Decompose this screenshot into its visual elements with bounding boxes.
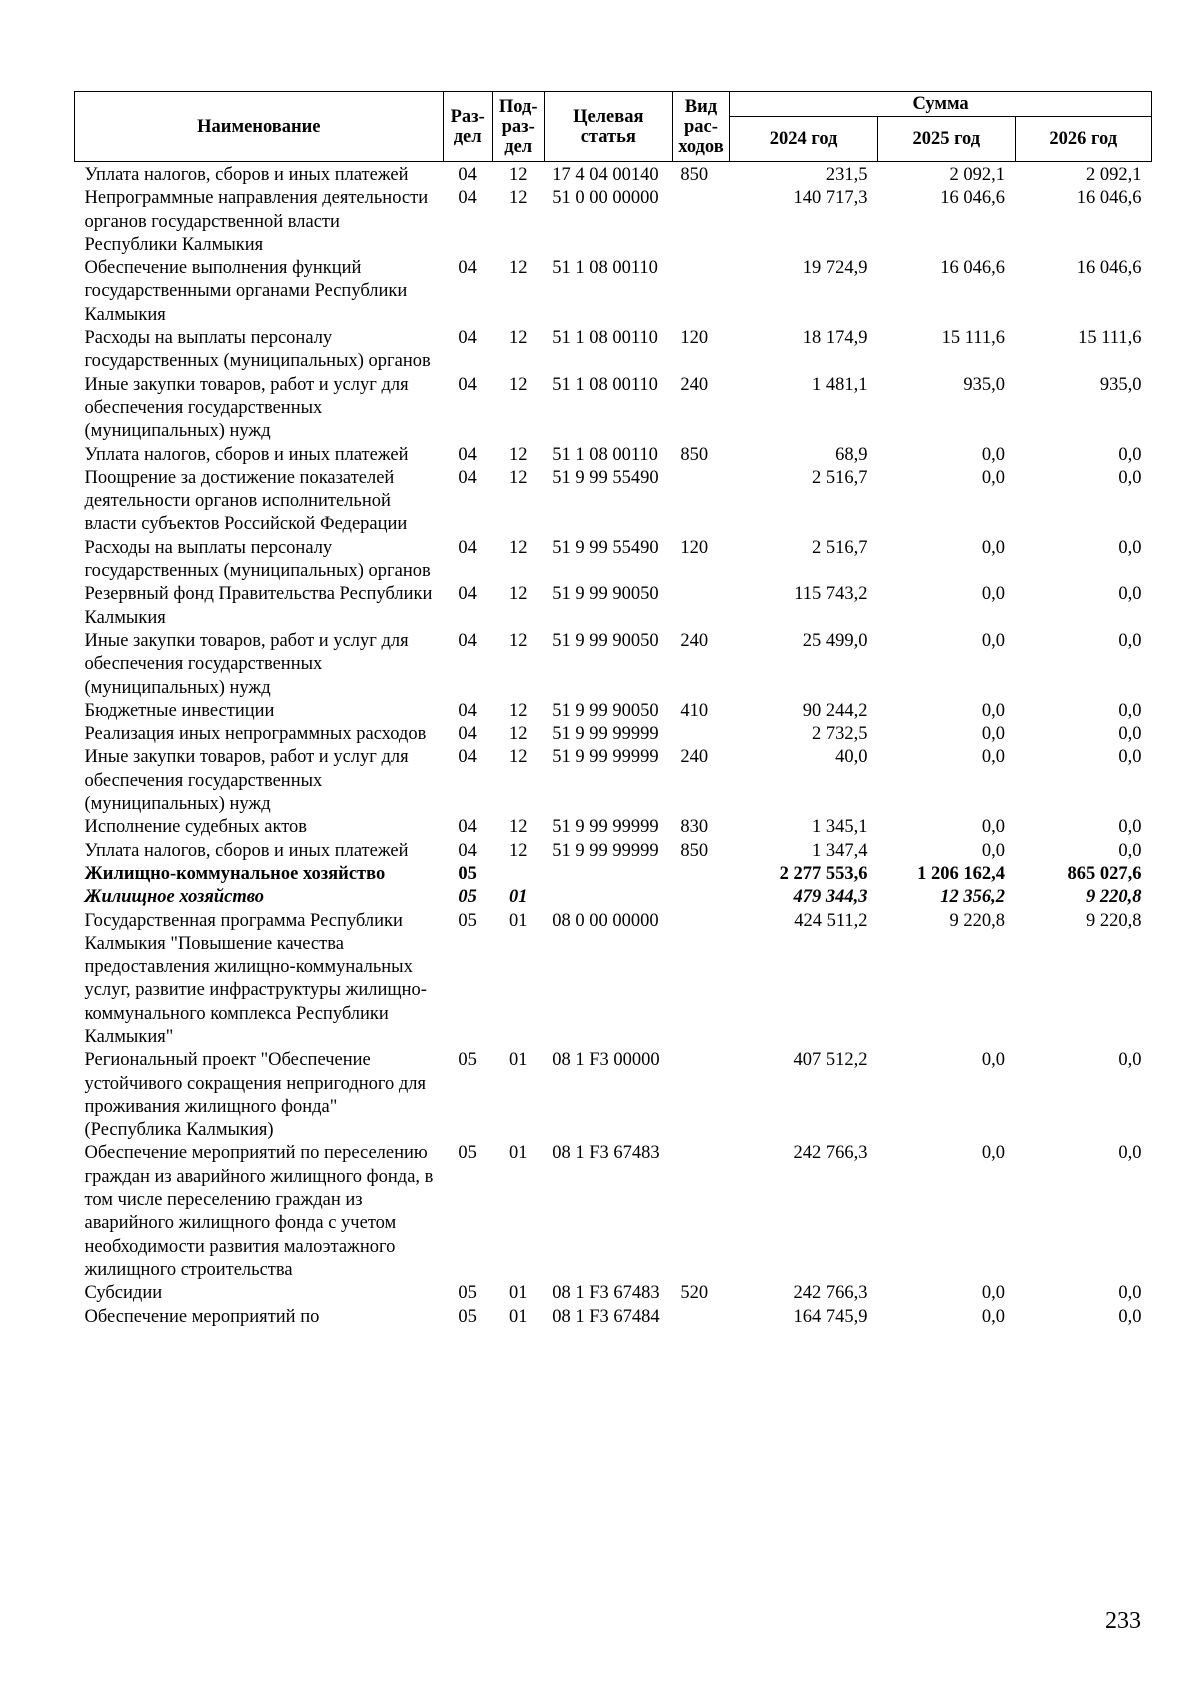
row-2026: 0,0 xyxy=(1118,1306,1142,1327)
row-name: Обеспечение мероприятий по переселению граждан из аварийного жилищного фонда, в том числе переселению граждан из аварийного жилищного фонда с учетом необходимости развития малоэтажного жилищного строительства xyxy=(84,1143,434,1280)
table-row xyxy=(75,257,1152,327)
col-header-2025: 2025 год xyxy=(878,117,1015,162)
row-vid: 850 xyxy=(680,165,709,185)
row-2025: 0,0 xyxy=(981,700,1005,721)
table-header xyxy=(75,92,1152,162)
row-2024: 407 512,2 xyxy=(793,1050,868,1071)
row-2026: 9 220,8 xyxy=(1086,910,1142,931)
table-row xyxy=(75,1049,1152,1142)
row-vid xyxy=(672,723,729,746)
row-2025: 0,0 xyxy=(981,630,1005,651)
col-header-podrazdel: Под- раз- дел xyxy=(492,92,544,162)
row-2024: 115 743,2 xyxy=(794,584,868,605)
row-vid xyxy=(672,1142,729,1282)
row-vid: 410 xyxy=(680,700,709,721)
row-podrazdel xyxy=(492,863,544,886)
row-2025: 16 046,6 xyxy=(940,188,1005,209)
table-row xyxy=(75,444,1152,467)
row-vid xyxy=(672,257,729,327)
row-2024: 90 244,2 xyxy=(802,700,868,721)
row-name: Реализация иных непрограммных расходов xyxy=(84,724,427,745)
row-name: Жилищное хозяйство xyxy=(84,887,265,908)
row-celevaya: 08 1 F3 00000 xyxy=(552,1050,660,1071)
row-podrazdel: 12 xyxy=(508,374,528,395)
row-2025: 0,0 xyxy=(981,817,1005,838)
row-podrazdel: 12 xyxy=(508,724,528,745)
row-vid xyxy=(672,1306,729,1329)
row-razdel: 05 xyxy=(458,910,477,931)
row-name: Субсидии xyxy=(84,1283,163,1304)
budget-page xyxy=(74,91,1152,1329)
row-2025: 0,0 xyxy=(981,724,1005,745)
row-2025: 0,0 xyxy=(981,467,1005,488)
row-celevaya: 51 1 08 00110 xyxy=(552,374,658,395)
row-vid xyxy=(672,910,729,1050)
row-razdel: 05 xyxy=(458,1283,477,1304)
row-2026: 15 111,6 xyxy=(1078,328,1142,349)
row-podrazdel: 12 xyxy=(508,258,528,279)
row-razdel: 04 xyxy=(458,328,477,349)
row-celevaya: 51 0 00 00000 xyxy=(552,188,659,209)
row-2025: 0,0 xyxy=(981,747,1005,768)
row-celevaya xyxy=(544,886,672,909)
row-podrazdel: 01 xyxy=(508,1306,528,1327)
row-2026: 0,0 xyxy=(1118,1143,1142,1164)
table-row xyxy=(75,863,1152,886)
row-vid: 830 xyxy=(680,817,709,838)
row-vid: 850 xyxy=(680,840,709,861)
row-podrazdel: 12 xyxy=(508,840,528,861)
row-2025: 0,0 xyxy=(981,584,1005,605)
row-podrazdel: 12 xyxy=(508,467,528,488)
row-razdel: 05 xyxy=(458,887,477,908)
row-celevaya: 17 4 04 00140 xyxy=(552,165,659,185)
row-2024: 1 345,1 xyxy=(812,817,868,838)
row-2024: 18 174,9 xyxy=(802,328,868,349)
row-celevaya: 51 9 99 90050 xyxy=(552,584,659,605)
row-razdel: 05 xyxy=(458,1050,477,1071)
row-2024: 68,9 xyxy=(835,444,868,465)
row-name: Обеспечение выполнения функций государственными органами Республики Калмыкия xyxy=(84,258,408,325)
row-podrazdel: 12 xyxy=(508,537,528,558)
row-2026: 0,0 xyxy=(1118,1283,1142,1304)
row-2025: 0,0 xyxy=(981,840,1005,861)
row-2026: 0,0 xyxy=(1118,467,1142,488)
row-celevaya: 51 9 99 99999 xyxy=(552,840,659,861)
row-2025: 0,0 xyxy=(981,1050,1005,1071)
row-2024: 1 347,4 xyxy=(812,840,868,861)
row-2024: 242 766,3 xyxy=(793,1283,868,1304)
row-2024: 1 481,1 xyxy=(812,374,868,395)
row-2025: 0,0 xyxy=(981,444,1005,465)
row-2026: 0,0 xyxy=(1118,817,1142,838)
row-2024: 2 732,5 xyxy=(812,724,868,745)
row-razdel: 04 xyxy=(458,584,477,605)
row-name: Иные закупки товаров, работ и услуг для обеспечения государственных (муниципальных) нужд xyxy=(84,747,409,815)
row-2024: 140 717,3 xyxy=(793,188,868,209)
table-row xyxy=(75,886,1152,909)
row-2025: 1 206 162,4 xyxy=(917,863,1005,884)
row-name: Бюджетные инвестиции xyxy=(84,700,275,721)
row-2024: 479 344,3 xyxy=(793,887,868,908)
row-podrazdel: 01 xyxy=(508,1050,528,1071)
row-celevaya: 51 9 99 55490 xyxy=(552,467,659,488)
row-2025: 0,0 xyxy=(981,537,1005,558)
row-2024: 2 516,7 xyxy=(812,467,868,488)
row-podrazdel: 12 xyxy=(508,328,528,349)
row-podrazdel: 12 xyxy=(508,630,528,651)
row-2024: 2 277 553,6 xyxy=(779,863,868,884)
col-header-celevaya: Целевая статья xyxy=(544,92,672,162)
row-2025: 9 220,8 xyxy=(949,910,1005,931)
table-row xyxy=(75,374,1152,444)
row-name: Расходы на выплаты персоналу государственных (муниципальных) органов xyxy=(84,537,431,582)
row-2025: 12 356,2 xyxy=(940,887,1005,908)
row-celevaya: 51 9 99 90050 xyxy=(552,630,659,651)
row-razdel: 04 xyxy=(458,467,477,488)
row-podrazdel: 01 xyxy=(508,1143,528,1164)
row-razdel: 05 xyxy=(458,1306,477,1327)
col-header-2024: 2024 год xyxy=(730,117,878,162)
row-vid xyxy=(672,187,729,257)
row-name: Жилищно-коммунальное хозяйство xyxy=(84,863,386,884)
row-razdel: 05 xyxy=(458,1143,477,1164)
row-vid: 850 xyxy=(680,444,709,465)
table-row xyxy=(75,187,1152,257)
row-2025: 0,0 xyxy=(981,1143,1005,1164)
row-celevaya xyxy=(544,863,672,886)
row-celevaya: 51 9 99 55490 xyxy=(552,537,659,558)
row-name: Иные закупки товаров, работ и услуг для обеспечения государственных (муниципальных) нужд xyxy=(84,374,409,442)
row-vid xyxy=(672,1049,729,1142)
row-2024: 40,0 xyxy=(835,747,868,768)
row-2026: 0,0 xyxy=(1118,840,1142,861)
budget-table xyxy=(74,91,1152,1329)
row-2026: 935,0 xyxy=(1099,374,1142,395)
row-2025: 0,0 xyxy=(981,1283,1005,1304)
row-name: Непрограммные направления деятельности органов государственной власти Республики Калмыкия xyxy=(84,188,429,255)
row-2026: 865 027,6 xyxy=(1067,863,1142,884)
row-celevaya: 08 1 F3 67483 xyxy=(552,1143,660,1164)
row-2026: 0,0 xyxy=(1118,1050,1142,1071)
col-header-vid: Вид рас- ходов xyxy=(672,92,729,162)
table-row xyxy=(75,583,1152,630)
row-2026: 16 046,6 xyxy=(1076,258,1142,279)
row-razdel: 04 xyxy=(458,188,477,209)
row-podrazdel: 12 xyxy=(508,817,528,838)
row-celevaya: 51 9 99 90050 xyxy=(552,700,659,721)
row-vid xyxy=(672,863,729,886)
row-2025: 15 111,6 xyxy=(941,328,1005,349)
row-razdel: 05 xyxy=(458,863,477,884)
row-name: Иные закупки товаров, работ и услуг для обеспечения государственных (муниципальных) нужд xyxy=(84,630,409,698)
table-row xyxy=(75,327,1152,374)
row-celevaya: 51 1 08 00110 xyxy=(552,258,658,279)
table-row xyxy=(75,537,1152,584)
row-name: Уплата налогов, сборов и иных платежей xyxy=(84,444,409,465)
row-razdel: 04 xyxy=(458,258,477,279)
row-2024: 164 745,9 xyxy=(793,1306,868,1327)
table-row xyxy=(75,840,1152,863)
row-razdel: 04 xyxy=(458,630,477,651)
table-row xyxy=(75,816,1152,839)
table-row xyxy=(75,1282,1152,1305)
row-vid: 120 xyxy=(680,328,709,349)
row-vid: 240 xyxy=(680,630,709,651)
row-2026: 2 092,1 xyxy=(1086,165,1142,185)
row-2024: 25 499,0 xyxy=(802,630,868,651)
row-2025: 2 092,1 xyxy=(949,165,1005,185)
table-row xyxy=(75,700,1152,723)
row-2026: 0,0 xyxy=(1118,747,1142,768)
table-row xyxy=(75,467,1152,537)
table-row xyxy=(75,910,1152,1050)
row-name: Уплата налогов, сборов и иных платежей xyxy=(84,165,409,185)
table-row xyxy=(75,746,1152,816)
row-name: Резервный фонд Правительства Республики Калмыкия xyxy=(84,584,433,628)
row-celevaya: 08 0 00 00000 xyxy=(552,910,659,931)
table-row xyxy=(75,162,1152,188)
row-vid: 520 xyxy=(680,1283,709,1304)
table-row xyxy=(75,1142,1152,1282)
row-2024: 424 511,2 xyxy=(794,910,868,931)
table-body xyxy=(75,162,1152,1329)
row-podrazdel: 01 xyxy=(508,910,528,931)
row-2024: 19 724,9 xyxy=(802,258,868,279)
row-2026: 16 046,6 xyxy=(1076,188,1142,209)
row-celevaya: 51 9 99 99999 xyxy=(552,817,659,838)
row-celevaya: 08 1 F3 67483 xyxy=(552,1283,660,1304)
row-name: Государственная программа Республики Калмыкия "Повышение качества предоставления жилищно-коммунальных услуг, развитие инфраструктуры жилищно-коммунального комплекса Республики Калмыкия" xyxy=(84,910,427,1047)
row-podrazdel: 01 xyxy=(508,887,528,908)
col-header-summa: Сумма xyxy=(730,92,1152,117)
row-podrazdel: 12 xyxy=(508,165,528,185)
row-podrazdel: 12 xyxy=(508,700,528,721)
row-2024: 242 766,3 xyxy=(793,1143,868,1164)
table-row xyxy=(75,723,1152,746)
col-header-name: Наименование xyxy=(75,92,444,162)
row-celevaya: 08 1 F3 67484 xyxy=(552,1306,660,1327)
row-celevaya: 51 9 99 99999 xyxy=(552,747,659,768)
row-2026: 0,0 xyxy=(1118,630,1142,651)
row-vid xyxy=(672,467,729,537)
table-row xyxy=(75,1306,1152,1329)
row-name: Региональный проект "Обеспечение устойчивого сокращения непригодного для проживания жилищного фонда" (Республика Калмыкия) xyxy=(84,1050,427,1141)
row-2024: 2 516,7 xyxy=(812,537,868,558)
row-2026: 0,0 xyxy=(1118,537,1142,558)
row-razdel: 04 xyxy=(458,840,477,861)
row-2025: 16 046,6 xyxy=(940,258,1005,279)
row-razdel: 04 xyxy=(458,700,477,721)
row-razdel: 04 xyxy=(458,444,477,465)
col-header-2026: 2026 год xyxy=(1015,117,1152,162)
row-2026: 0,0 xyxy=(1118,584,1142,605)
row-razdel: 04 xyxy=(458,165,477,185)
row-razdel: 04 xyxy=(458,724,477,745)
row-2025: 0,0 xyxy=(981,1306,1005,1327)
row-celevaya: 51 1 08 00110 xyxy=(552,444,658,465)
row-podrazdel: 12 xyxy=(508,444,528,465)
row-vid xyxy=(672,886,729,909)
row-name: Поощрение за достижение показателей деятельности органов исполнительной власти субъектов Российской Федерации xyxy=(84,467,408,535)
row-razdel: 04 xyxy=(458,817,477,838)
row-2026: 0,0 xyxy=(1118,724,1142,745)
row-2026: 0,0 xyxy=(1118,700,1142,721)
row-razdel: 04 xyxy=(458,374,477,395)
row-vid xyxy=(672,583,729,630)
row-2024: 231,5 xyxy=(825,165,868,185)
row-razdel: 04 xyxy=(458,537,477,558)
row-name: Расходы на выплаты персоналу государственных (муниципальных) органов xyxy=(84,328,431,372)
row-name: Исполнение судебных актов xyxy=(84,817,308,838)
row-vid: 120 xyxy=(680,537,709,558)
page-number: 233 xyxy=(1105,1608,1141,1634)
row-vid: 240 xyxy=(680,747,709,768)
row-podrazdel: 12 xyxy=(508,188,528,209)
row-vid: 240 xyxy=(680,374,709,395)
row-razdel: 04 xyxy=(458,747,477,768)
row-name: Обеспечение мероприятий по xyxy=(84,1306,320,1327)
col-header-razdel: Раз- дел xyxy=(443,92,492,162)
row-celevaya: 51 9 99 99999 xyxy=(552,724,659,745)
row-podrazdel: 12 xyxy=(508,747,528,768)
row-podrazdel: 01 xyxy=(508,1283,528,1304)
row-2025: 935,0 xyxy=(963,374,1005,395)
row-2026: 0,0 xyxy=(1118,444,1142,465)
row-celevaya: 51 1 08 00110 xyxy=(552,328,658,349)
table-row xyxy=(75,630,1152,700)
row-2026: 9 220,8 xyxy=(1086,887,1142,908)
row-name: Уплата налогов, сборов и иных платежей xyxy=(84,840,409,861)
row-podrazdel: 12 xyxy=(508,584,528,605)
